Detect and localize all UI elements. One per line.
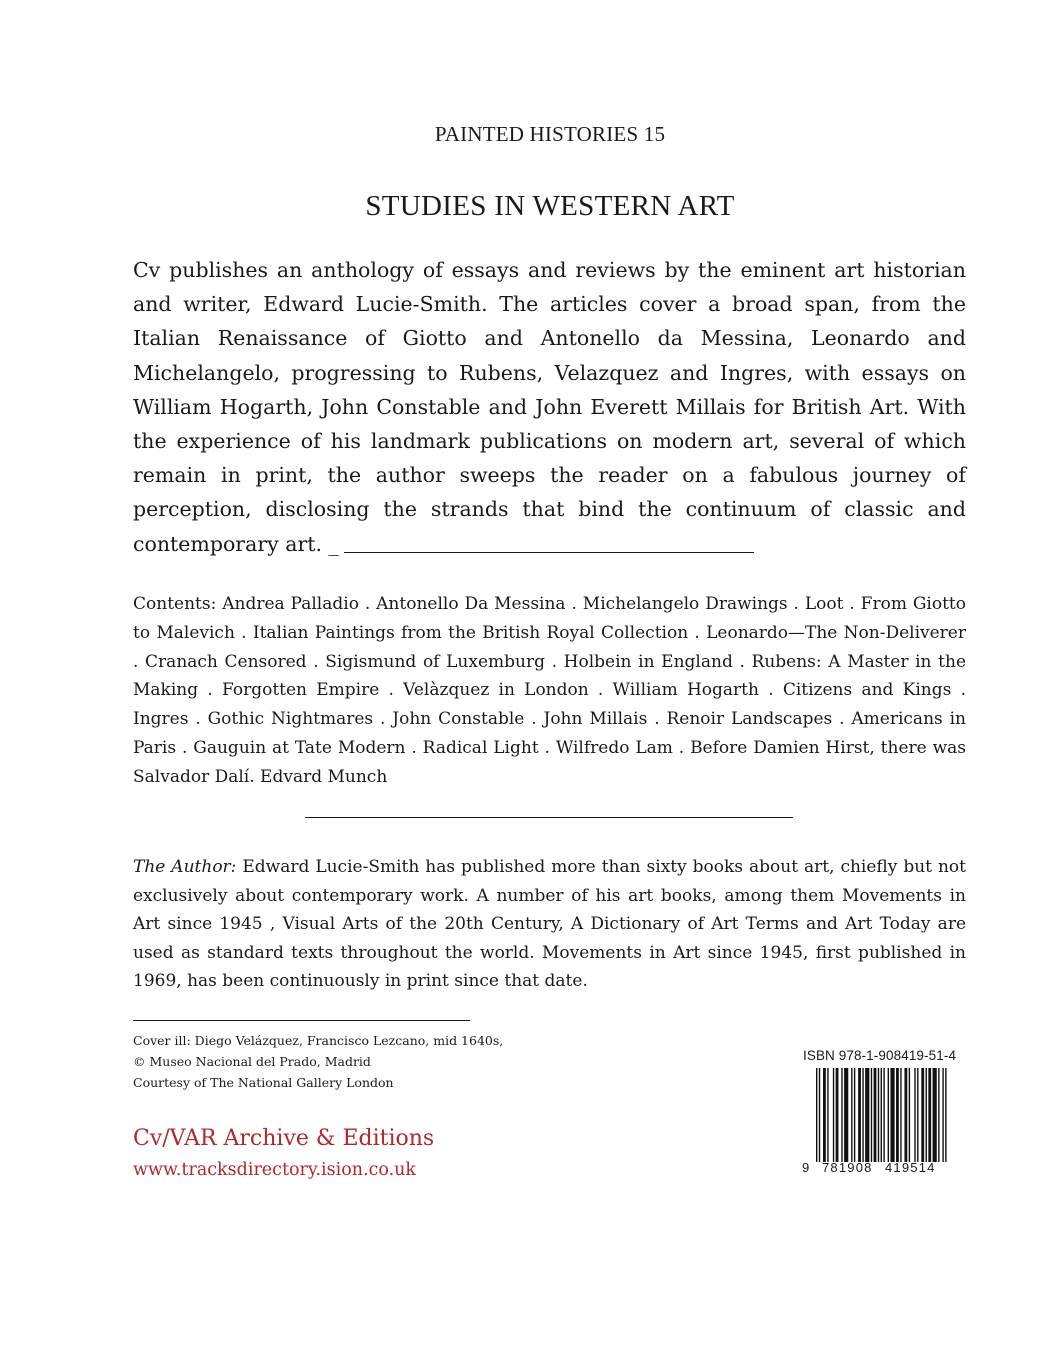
barcode-icon — [816, 1068, 948, 1162]
author-bio: Edward Lucie-Smith has published more than sixty books about art, chiefly but not exclusively about contemporary work. A number of his art books, among them Movements in Art since 1945 , Visual Arts of the 20th Century, A Dictionary of Art Terms and Art Today are used as standard texts throughout the world. Movements in Art since 1945, first published in 1969, has been continuously in print since that date. — [133, 857, 966, 992]
isbn-label: ISBN 978-1-908419-51-4 — [803, 1048, 957, 1063]
barcode-bar — [928, 1068, 931, 1162]
credit-line: Courtesy of The National Gallery London — [133, 1075, 394, 1090]
book-title: STUDIES IN WESTERN ART — [365, 190, 735, 222]
barcode-digits-left: 781908 — [822, 1160, 873, 1175]
barcode-bar — [888, 1068, 889, 1162]
barcode-digits-right: 419514 — [885, 1160, 936, 1175]
barcode-bar — [900, 1068, 901, 1162]
cover-credits — [133, 1030, 553, 1093]
barcode-bar — [890, 1068, 894, 1162]
barcode-bar — [827, 1068, 828, 1162]
barcode — [802, 1068, 952, 1178]
barcode-bar — [914, 1068, 915, 1162]
publisher-name: Cv/VAR Archive & Editions — [133, 1126, 435, 1151]
barcode-bar — [851, 1068, 852, 1162]
barcode-bar — [836, 1068, 839, 1162]
barcode-bar — [819, 1068, 820, 1162]
credit-line: Cover ill: Diego Velázquez, Francisco Lezcano, mid 1640s, — [133, 1033, 504, 1048]
divider — [133, 1020, 470, 1021]
barcode-bar — [904, 1068, 907, 1162]
barcode-bar — [871, 1068, 872, 1162]
barcode-bar — [865, 1068, 869, 1162]
barcode-bar — [896, 1068, 899, 1162]
barcode-bar — [945, 1068, 946, 1162]
credit-line: © Museo Nacional del Prado, Madrid — [133, 1054, 371, 1069]
barcode-bar — [933, 1068, 937, 1162]
barcode-bar — [833, 1068, 834, 1162]
blurb-paragraph: Cv publishes an anthology of essays and reviews by the eminent art historian and writer, Edward Lucie-Smith. The articles cover a broad span, from the Italian Renaissance of Giotto and Antonello da Messina, Leonardo and Michelangelo, progressing to Rubens, Velazquez and Ingres, with essays on William Hogarth, John Constable and John Everett Millais for British Art. With the experience of his landmark publications on modern art, several of which remain in print, the author sweeps the reader on a fabulous journey of perception, disclosing the strands that bind the continuum of classic and contemporary art. _ — [133, 258, 966, 556]
contents-paragraph: Contents: Andrea Palladio . Antonello Da Messina . Michelangelo Drawings . Loot . From Giotto to Malevich . Italian Paintings from the British Royal Collection . Leonardo—The Non-Deliverer . Cranach Censored . Sigismund of Luxemburg . Holbein in England . Rubens: A Master in the Making . Forgotten Empire . Velàzquez in London . William Hogarth . Citizens and Kings . Ingres . Gothic Nightmares . John Constable . John Millais . Renoir Landscapes . Americans in Paris . Gauguin at Tate Modern . Radical Light . Wilfredo Lam . Before Damien Hirst, there was Salvador Dalí. Edvard Munch — [133, 594, 966, 787]
barcode-bar — [926, 1068, 927, 1162]
publisher-website: www.tracksdirectory.ision.co.uk — [133, 1160, 417, 1180]
author-label: The Author: — [133, 857, 237, 877]
barcode-bar — [858, 1068, 861, 1162]
barcode-bar — [841, 1068, 842, 1162]
barcode-bar — [862, 1068, 863, 1162]
barcode-bar — [844, 1068, 848, 1162]
barcode-bar — [942, 1068, 943, 1162]
series-title: PAINTED HISTORIES 15 — [434, 122, 666, 146]
barcode-digit-first: 9 — [802, 1160, 810, 1175]
barcode-bar — [823, 1068, 826, 1162]
barcode-bar — [909, 1068, 910, 1162]
author-paragraph — [133, 853, 966, 996]
barcode-bar — [874, 1068, 877, 1162]
barcode-bar — [917, 1068, 918, 1162]
divider — [344, 552, 754, 553]
barcode-bar — [883, 1068, 884, 1162]
barcode-bar — [878, 1068, 879, 1162]
barcode-bar — [881, 1068, 882, 1162]
barcode-bar — [816, 1068, 817, 1162]
barcode-bar — [854, 1068, 855, 1162]
divider — [305, 817, 793, 818]
barcode-bar — [938, 1068, 939, 1162]
barcode-bar — [921, 1068, 924, 1162]
